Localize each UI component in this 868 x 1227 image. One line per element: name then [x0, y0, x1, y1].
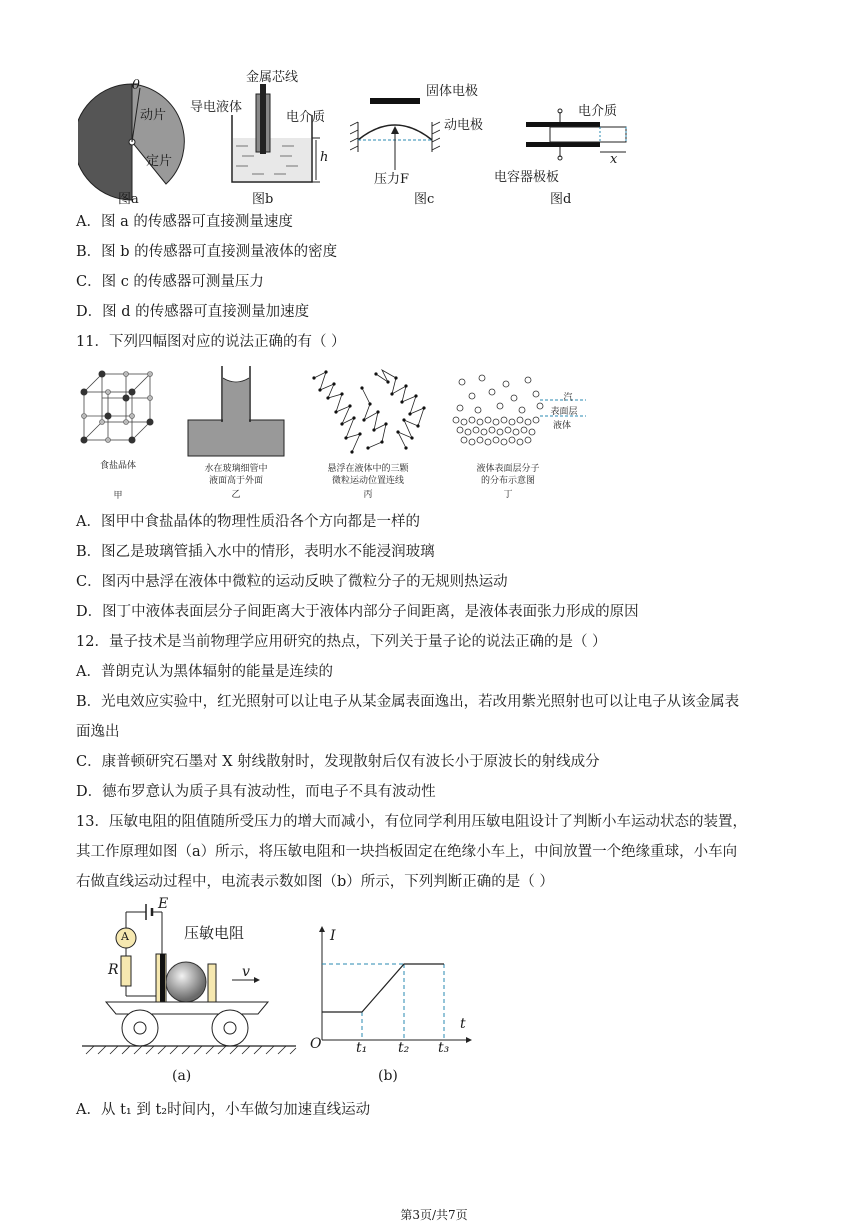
fig-13b-origin: O: [310, 1036, 322, 1052]
fig-a-fixed-label: 定片: [146, 154, 173, 169]
fig-13b-t2: t₂: [398, 1040, 410, 1056]
fig-ding-liquid: 液体: [552, 421, 571, 431]
fig-ding-caption1: 液体表面层分子: [476, 464, 540, 474]
fig-13b-t1: t₁: [356, 1040, 368, 1056]
q11-option-a: A．图甲中食盐晶体的物理性质沿各个方向都是一样的: [76, 514, 420, 530]
fig-b-caption: 图b: [252, 192, 274, 207]
fig-c-caption: 图c: [414, 192, 435, 207]
fig-bing-caption1: 悬浮在液体中的三颗: [327, 464, 409, 474]
fig-d-caption: 图d: [550, 192, 572, 207]
fig-yi-label: 乙: [231, 490, 241, 500]
q13-stem-line1: 13．压敏电阻的阻值随所受压力的增大而减小，有位同学利用压敏电阻设计了判断小车运动状态的装置，: [76, 814, 747, 830]
fig-a-caption: 图a: [118, 192, 139, 207]
figure-brownian-motion: [306, 368, 430, 458]
fig-ding-vapor: 汽: [563, 393, 573, 403]
fig-ding-surface: 表面层: [550, 407, 578, 417]
fig-13a-velocity: v: [242, 964, 250, 980]
fig-c-solid-label: 固体电极: [426, 84, 479, 99]
figure-a: [78, 74, 228, 204]
fig-a-moving-label: 动片: [140, 108, 167, 123]
q13-option-a: A．从 t₁ 到 t₂时间内，小车做匀加速直线运动: [76, 1102, 371, 1118]
q11-option-d: D．图丁中液体表面层分子间距离大于液体内部分子间距离，是液体表面张力形成的原因: [76, 604, 639, 620]
q10-option-a: A．图 a 的传感器可直接测量速度: [76, 214, 293, 230]
fig-ding-caption2: 的分布示意图: [480, 476, 535, 486]
fig-b-h-label: h: [320, 150, 329, 165]
q12-option-b: B．光电效应实验中，红光照射可以让电子从某金属表面逸出，若改用紫光照射也可以让电子从该金属表: [76, 694, 740, 710]
fig-yi-caption2: 液面高于外面: [208, 476, 263, 486]
fig-c-force-label: 压力F: [374, 172, 410, 187]
fig-jia-label: 甲: [113, 491, 123, 501]
q12-option-c: C．康普顿研究石墨对 X 射线散射时，发现散射后仅有波长小于原波长的射线成分: [76, 754, 600, 770]
fig-13a-R: R: [108, 962, 119, 978]
figure-c: [350, 90, 440, 180]
figure-salt-crystal: [78, 368, 158, 448]
fig-13b-I-axis: I: [330, 928, 336, 944]
q11-stem: 11．下列四幅图对应的说法正确的有（ ）: [76, 334, 346, 350]
fig-13b-caption: (b): [378, 1068, 398, 1084]
fig-13b-t-axis: t: [460, 1016, 466, 1032]
fig-c-moving-label: 动电极: [444, 118, 484, 133]
q13-stem-line2: 其工作原理如图（a）所示，将压敏电阻和一块挡板固定在绝缘小车上，中间放置一个绝缘重球，小车向: [76, 844, 738, 860]
fig-bing-label: 丙: [363, 490, 373, 500]
fig-b-liquid-label: 导电液体: [190, 100, 243, 115]
q11-option-c: C．图丙中悬浮在液体中微粒的运动反映了微粒分子的无规则热运动: [76, 574, 508, 590]
fig-13a-resistor-label: 压敏电阻: [184, 924, 245, 942]
q13-stem-line3: 右做直线运动过程中，电流表示数如图（b）所示，下列判断正确的是（ ）: [76, 874, 554, 890]
fig-jia-caption: 食盐晶体: [99, 461, 136, 471]
fig-b-dielectric-label: 电介质: [286, 110, 326, 125]
fig-d-x-label: x: [610, 152, 618, 167]
q10-option-c: C．图 c 的传感器可测量压力: [76, 274, 264, 290]
fig-13a-caption: (a): [172, 1068, 192, 1084]
fig-13b-t3: t₃: [438, 1040, 450, 1056]
q10-option-b: B．图 b 的传感器可直接测量液体的密度: [76, 244, 338, 260]
page-footer: 第3页/共7页: [400, 1208, 468, 1222]
figure-capillary: [186, 364, 286, 458]
q12-stem: 12．量子技术是当前物理学应用研究的热点，下列关于量子论的说法正确的是（ ）: [76, 634, 607, 650]
fig-13a-ammeter: A: [121, 930, 129, 943]
fig-13a-E: E: [158, 896, 169, 912]
fig-b-core-label: 金属芯线: [246, 70, 299, 85]
q11-option-b: B．图乙是玻璃管插入水中的情形，表明水不能浸润玻璃: [76, 544, 435, 560]
q12-option-b-cont: 面逸出: [76, 724, 120, 740]
fig-a-theta: θ: [132, 78, 140, 93]
fig-yi-caption1: 水在玻璃细管中: [204, 464, 268, 474]
fig-d-plate-label: 电容器极板: [494, 170, 560, 185]
q12-option-a: A．普朗克认为黑体辐射的能量是连续的: [76, 664, 333, 680]
q12-option-d: D．德布罗意认为质子具有波动性，而电子不具有波动性: [76, 784, 436, 800]
fig-d-dielectric-label: 电介质: [578, 104, 618, 119]
fig-ding-label: 丁: [503, 490, 513, 500]
q10-option-d: D．图 d 的传感器可直接测量加速度: [76, 304, 310, 320]
fig-bing-caption2: 微粒运动位置连线: [331, 476, 404, 486]
